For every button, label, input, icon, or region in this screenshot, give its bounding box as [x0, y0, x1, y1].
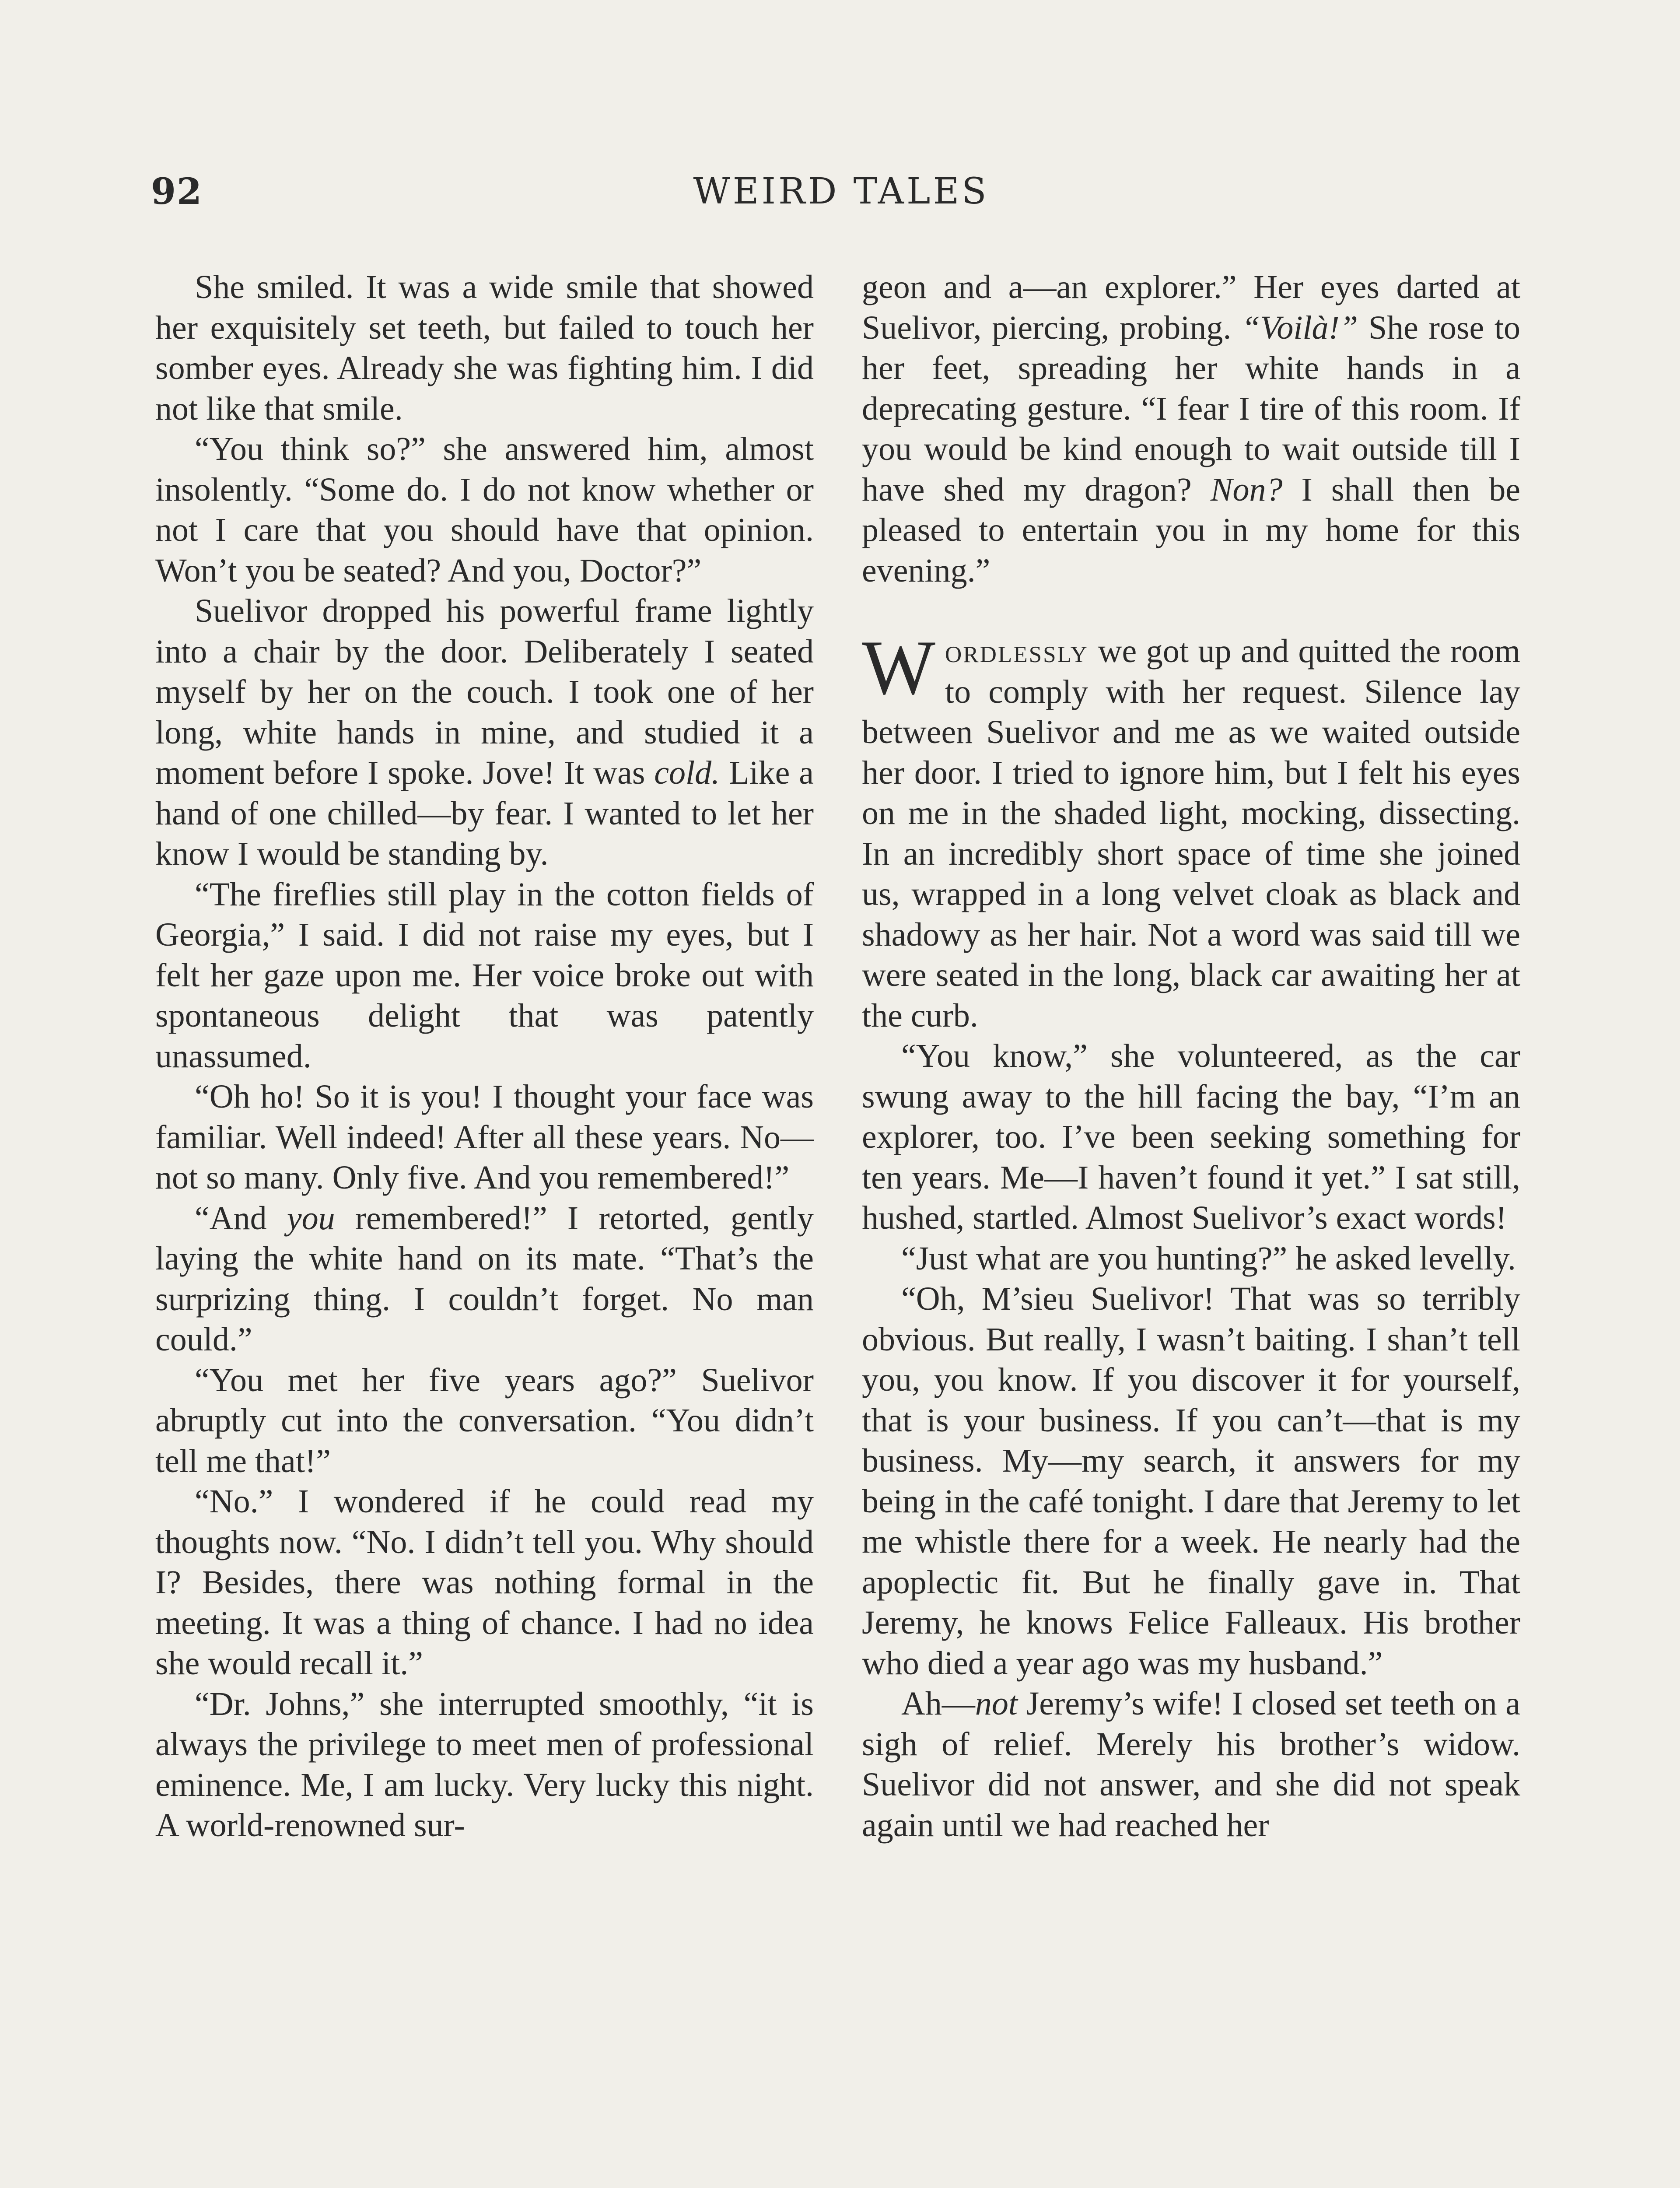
- paragraph: “You know,” she volunteered, as the car swung away to the hill facing the bay, “I’m an explorer, too. I’ve been seeking something for ten years. Me—I haven’t found it yet.” I sat still, hushed, startled. Almost Suelivor’s exact words!: [862, 1038, 1520, 1236]
- paragraph-text: Like a hand of one chilled—by fear. I wanted to let her know I would be standing by.: [155, 754, 814, 872]
- paragraph-text: we got up and quitted the room to comply with her request. Silence lay between Suelivor and me as we waited outside her door. I tried to ignore him, but I felt his eyes on me in the shaded light, mocking, dissecting. In an incredibly short space of time she joined us, wrapped in a long velvet cloak as black and shadowy as her hair. Not a word was said till we were seated in the long, black car awaiting her at the curb.: [862, 633, 1520, 1034]
- paragraph-text: Suelivor dropped his powerful frame lightly into a chair by the door. Deliberately I seated myself by her on the couch. I took one of her long, white hands in mine, and studied it a moment before I spoke. Jove! It was: [155, 593, 814, 791]
- italic-word: Non?: [1210, 471, 1283, 508]
- running-title: WEIRD TALES: [693, 171, 989, 212]
- paragraph: “No.” I wondered if he could read my thoughts now. “No. I didn’t tell you. Why should I? Besides, there was nothing formal in the meeting. It was a thing of chance. I had no idea she would recall it.”: [155, 1483, 814, 1682]
- italic-word: not: [975, 1685, 1018, 1722]
- page-header: [151, 171, 1531, 228]
- paragraph: “Oh ho! So it is you! I thought your face was familiar. Well indeed! After all these years. No—not so many. Only five. And you remembered!”: [155, 1078, 814, 1196]
- paragraph: [155, 1198, 814, 1360]
- italic-word: you: [287, 1199, 335, 1237]
- page-number: 92: [151, 171, 203, 213]
- paragraph: “The fireflies still play in the cotton fields of Georgia,” I said. I did not raise my eyes, but I felt her gaze upon me. Her voice broke out with spontaneous delight that was patently unassumed.: [155, 876, 814, 1075]
- paragraph: “Oh, M’sieu Suelivor! That was so terribly obvious. But really, I wasn’t baiting. I shan’t tell you, you know. If you discover it for yourself, that is your business. If you can’t—that is my business. My—my search, it answers for my being in the café tonight. I dare that Jeremy to let me whistle there for a week. He nearly had the apoplectic fit. But he finally gave in. That Jeremy, he knows Felice Falleaux. His brother who died a year ago was my husband.”: [862, 1280, 1520, 1682]
- italic-word: cold.: [654, 754, 720, 791]
- right-column: [862, 267, 1520, 1845]
- paragraph-text: remembered!” I retorted, gently laying the white hand on its mate. “That’s the surprizing thing. I couldn’t forget. No man could.”: [155, 1199, 814, 1358]
- paragraph-text: She rose to her feet, spreading her white hands in a deprecating gesture. “I fear I tire of this room. If you would be kind enough to wait outside till I have shed my dragon?: [862, 309, 1521, 508]
- paragraph-text: “And: [195, 1199, 267, 1237]
- small-caps-lead: ordlessly: [945, 633, 1088, 670]
- left-column: [155, 267, 814, 1846]
- drop-cap: W: [862, 624, 936, 711]
- paragraph: “You met her five years ago?” Suelivor abruptly cut into the conversation. “You didn’t tell me that!”: [155, 1361, 814, 1480]
- paragraph: “Just what are you hunting?” he asked levelly.: [901, 1240, 1516, 1277]
- paragraph-text: geon and a—an explorer.” Her eyes darted at Suelivor, piercing, probing.: [862, 269, 1520, 346]
- paragraph-text: Ah—: [901, 1685, 975, 1722]
- paragraph: She smiled. It was a wide smile that showed her exquisitely set teeth, but failed to touch her somber eyes. Already she was fighting him. I did not like that smile.: [155, 269, 814, 427]
- paragraph-text: Jeremy’s wife! I closed set teeth on a sigh of relief. Merely his brother’s widow. Suelivor did not answer, and she did not speak again until we had reached her: [862, 1685, 1521, 1844]
- paragraph-text: I shall then be pleased to entertain you in my home for this evening.”: [862, 471, 1520, 589]
- italic-word: “Voilà!”: [1242, 309, 1358, 346]
- paragraph: [155, 591, 814, 874]
- paragraph: “You think so?” she answered him, almost insolently. “Some do. I do not know whether or not I care that you should have that opinion. Won’t you be seated? And you, Doctor?”: [155, 431, 814, 589]
- section-start-paragraph: [862, 624, 1520, 1036]
- paragraph: [862, 1683, 1520, 1845]
- paragraph: “Dr. Johns,” she interrupted smoothly, “it is always the privilege to meet men of professional eminence. Me, I am lucky. Very lucky this night. A world-renowned sur-: [155, 1685, 814, 1844]
- paragraph: [862, 267, 1520, 591]
